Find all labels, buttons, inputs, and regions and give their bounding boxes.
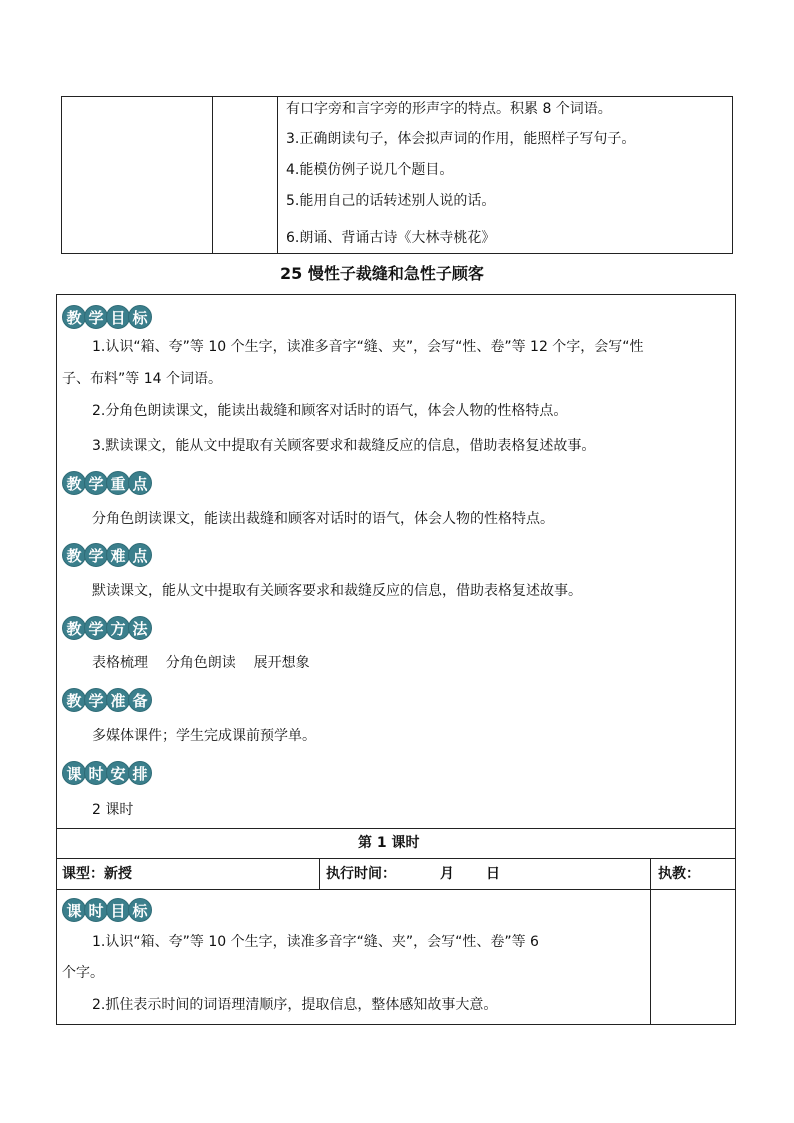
teaching-method-badge: 教 学 方 法 bbox=[62, 615, 150, 640]
objective-line: 有口字旁和言字旁的形声字的特点。积累 8 个词语。 bbox=[286, 101, 612, 117]
teaching-goals-badge: 教 学 目 标 bbox=[62, 304, 150, 329]
goal-line: 子、布料”等 14 个词语。 bbox=[62, 371, 222, 387]
execution-time-label: 执行时间： bbox=[326, 866, 396, 882]
goal-line: 3.默读课文，能从文中提取有关顾客要求和裁缝反应的信息，借助表格复述故事。 bbox=[92, 438, 596, 454]
objective-line: 3.正确朗读句子，体会拟声词的作用，能照样子写句子。 bbox=[286, 131, 636, 147]
day-label: 日 bbox=[486, 866, 500, 882]
teacher-label: 执教： bbox=[658, 866, 700, 882]
goal-line: 1.认识“箱、夸”等 10 个生字，读准多音字“缝、夹”，会写“性、卷”等 12 个字，会写“性 bbox=[92, 339, 644, 355]
key-point-text: 分角色朗读课文，能读出裁缝和顾客对话时的语气，体会人物的性格特点。 bbox=[92, 511, 554, 527]
difficulty-text: 默读课文，能从文中提取有关顾客要求和裁缝反应的信息，借助表格复述故事。 bbox=[92, 583, 582, 599]
schedule-badge: 课 时 安 排 bbox=[62, 760, 150, 785]
lesson-type-label: 课型：新授 bbox=[62, 866, 132, 882]
teaching-key-badge: 教 学 重 点 bbox=[62, 470, 150, 495]
session-title: 第 1 课时 bbox=[358, 835, 420, 851]
session-goal-line: 个字。 bbox=[62, 965, 104, 981]
teaching-prep-badge: 教 学 准 备 bbox=[62, 687, 150, 712]
session-goals-badge: 课 时 目 标 bbox=[62, 897, 150, 922]
session-goal-line: 1.认识“箱、夸”等 10 个生字，读准多音字“缝、夹”，会写“性、卷”等 6 bbox=[92, 934, 539, 950]
objective-line: 5.能用自己的话转述别人说的话。 bbox=[286, 193, 496, 209]
month-label: 月 bbox=[440, 866, 454, 882]
teaching-difficulty-badge: 教 学 难 点 bbox=[62, 542, 150, 567]
lesson-title: 25 慢性子裁缝和急性子顾客 bbox=[280, 264, 484, 283]
goal-line: 2.分角色朗读课文，能读出裁缝和顾客对话时的语气，体会人物的性格特点。 bbox=[92, 403, 568, 419]
method-text: 表格梳理 分角色朗读 展开想象 bbox=[92, 655, 310, 671]
prep-text: 多媒体课件；学生完成课前预学单。 bbox=[92, 728, 316, 744]
objective-line: 6.朗诵、背诵古诗《大林寺桃花》 bbox=[286, 230, 496, 246]
objective-line: 4.能模仿例子说几个题目。 bbox=[286, 162, 454, 178]
schedule-text: 2 课时 bbox=[92, 802, 134, 818]
session-goal-line: 2.抓住表示时间的词语理清顺序，提取信息，整体感知故事大意。 bbox=[92, 997, 498, 1013]
